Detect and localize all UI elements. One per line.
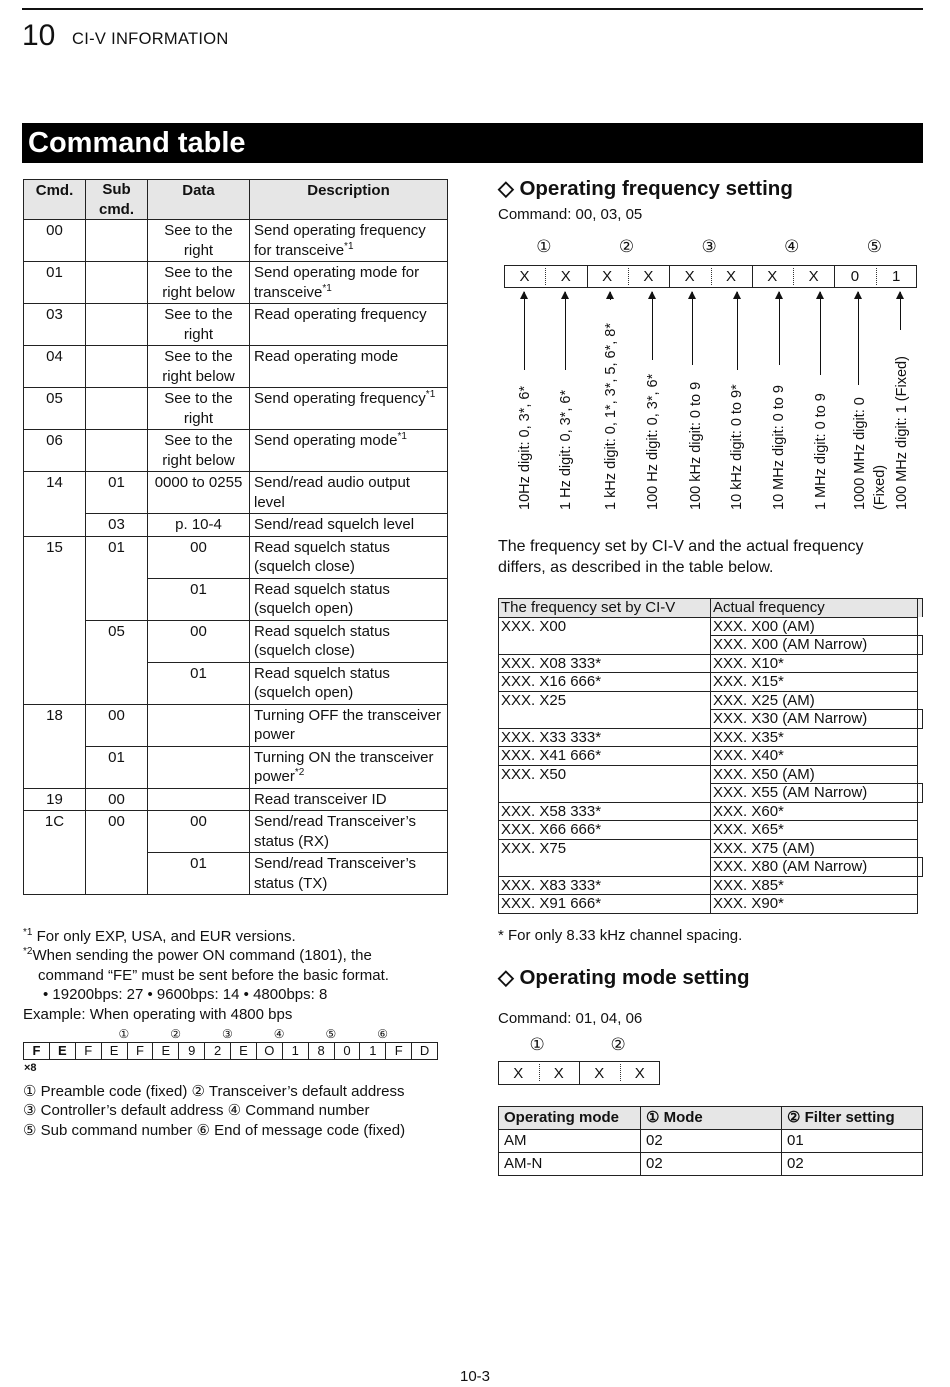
footnote-1: $^{*1}$ For only EXP, USA, and EUR versions. (23, 927, 296, 945)
preamble-byte: 1 (282, 1042, 309, 1060)
mode-setting-command: Command: 01, 04, 06 (498, 1010, 643, 1027)
col-description: Description (250, 180, 448, 220)
command-code: 19 (24, 788, 86, 811)
table-row (499, 839, 923, 858)
digit-label: 10Hz digit: 0, 3*, 6* (517, 385, 533, 510)
preamble-number: ① (118, 1027, 130, 1041)
preamble-number: ③ (222, 1027, 233, 1041)
freq-digit: X (643, 268, 654, 285)
digit-arrow (524, 292, 525, 370)
preamble-byte: F (75, 1042, 102, 1060)
digit-separator (579, 1061, 580, 1084)
byte-number: ③ (701, 237, 717, 256)
table-row (24, 853, 448, 895)
command-code (24, 746, 86, 788)
digit-separator (834, 265, 835, 288)
table-row (499, 673, 923, 692)
byte-number: ② (618, 237, 635, 256)
table-row (24, 620, 448, 662)
spacer (918, 710, 923, 729)
sub-command: 00 (86, 811, 148, 853)
spacer (918, 876, 923, 895)
table-row (499, 821, 923, 840)
set-frequency: XXX. X50 (499, 765, 711, 784)
set-frequency: XXX. X66 666* (499, 821, 711, 840)
preamble-byte: E (49, 1042, 76, 1060)
legend-line-3: ⑤ Sub command number ⑥ End of message code (fixed) (23, 1121, 406, 1139)
spacer (918, 858, 923, 877)
freq-description: The frequency set by CI-V and the actual frequency differs, as described in the table below. (498, 538, 864, 576)
footnote-2-line2: command “FE” must be sent before the basic format. (38, 966, 389, 984)
sub-command (86, 662, 148, 704)
digit-separator (793, 268, 794, 285)
freq-digit: 1 (892, 268, 901, 285)
set-frequency: XXX. X91 666* (499, 895, 711, 914)
freq-digit: X (767, 268, 778, 285)
sub-command: 03 (86, 514, 148, 537)
command-table-body (24, 220, 448, 895)
command-table (23, 179, 448, 895)
multiplier-label: ×8 (24, 1062, 37, 1074)
digit-separator (628, 268, 629, 285)
description: Read operating mode (250, 346, 448, 388)
command-table-header (24, 180, 448, 220)
description: Read operating frequency (250, 304, 448, 346)
data-value: 01 (148, 662, 250, 704)
table-row (499, 1153, 923, 1176)
col-cmd: Cmd. (24, 180, 86, 220)
description: Read squelch status (squelch open) (250, 662, 448, 704)
digit-label: 100 MHz digit: 1 (Fixed) (894, 356, 910, 510)
command-code: 04 (24, 346, 86, 388)
command-code (24, 578, 86, 620)
description: Read squelch status (squelch open) (250, 578, 448, 620)
mode-digit: X (634, 1065, 645, 1082)
command-code: 06 (24, 430, 86, 472)
sub-command (86, 262, 148, 304)
spacer (918, 673, 923, 692)
actual-frequency: XXX. X30 (AM Narrow) (711, 710, 918, 729)
sub-command: 05 (86, 620, 148, 662)
command-code: 1C (24, 811, 86, 853)
table-row (499, 654, 923, 673)
table-row (24, 578, 448, 620)
operating-mode: AM-N (499, 1153, 641, 1176)
preamble-byte: F (23, 1042, 50, 1060)
preamble-legend (23, 1082, 405, 1140)
actual-frequency: XXX. X80 (AM Narrow) (711, 858, 918, 877)
actual-frequency: XXX. X55 (AM Narrow) (711, 784, 918, 803)
frequency-table (498, 598, 923, 914)
command-code: 03 (24, 304, 86, 346)
baud-rate-list: • 19200bps: 27 • 9600bps: 14 • 4800bps: 8 (43, 986, 328, 1004)
preamble-byte: E (101, 1042, 128, 1060)
actual-frequency: XXX. X60* (711, 802, 918, 821)
table-row (24, 746, 448, 788)
filter-setting: 02 (782, 1153, 923, 1176)
legend-line-2: ③ Controller’s default address ④ Command number (23, 1102, 370, 1120)
sub-command (86, 388, 148, 430)
command-code (24, 620, 86, 662)
col-sub-cmd: Sub cmd. (86, 180, 148, 220)
digit-separator (620, 1064, 621, 1081)
description: Read squelch status (squelch close) (250, 620, 448, 662)
description: Send/read audio output level (250, 472, 448, 514)
data-value: See to the right below (148, 262, 250, 304)
description: Turning ON the transceiver power$^{*2}$ (250, 746, 448, 788)
set-frequency: XXX. X83 333* (499, 876, 711, 895)
mode-digit: X (594, 1065, 605, 1082)
description: Send/read Transceiver’s status (RX) (250, 811, 448, 853)
actual-frequency: XXX. X40* (711, 747, 918, 766)
page-footer: 10-3 (459, 1368, 491, 1385)
mode-digit: X (553, 1065, 564, 1082)
freq-digit: X (602, 268, 613, 285)
data-value: See to the right (148, 304, 250, 346)
mode-code: 02 (641, 1130, 782, 1153)
digit-label: 1 Hz digit: 0, 3*, 6* (558, 389, 574, 510)
freq-footnote: * For only 8.33 kHz channel spacing. (498, 927, 743, 944)
digit-arrow (565, 292, 566, 370)
set-frequency (499, 710, 711, 729)
digit-label: 1 MHz digit: 0 to 9 (813, 393, 829, 510)
description: Send operating frequency for transceive$^{*1}$ (250, 220, 448, 262)
mode-code: 02 (641, 1153, 782, 1176)
freq-col-actual: Actual frequency (711, 599, 918, 618)
digit-separator (669, 265, 670, 288)
preamble-byte: 1 (359, 1042, 386, 1060)
preamble-byte: D (411, 1042, 438, 1060)
preamble-number: ⑤ (325, 1027, 337, 1041)
preamble-byte: O (256, 1042, 283, 1060)
freq-header-fill (918, 599, 923, 618)
spacer (918, 617, 923, 636)
sub-command: 00 (86, 788, 148, 811)
table-row (499, 765, 923, 784)
command-code: 14 (24, 472, 86, 514)
set-frequency: XXX. X33 333* (499, 728, 711, 747)
freq-digit: 0 (850, 268, 860, 285)
actual-frequency: XXX. X10* (711, 654, 918, 673)
digit-label: 100 Hz digit: 0, 3*, 6* (645, 373, 661, 510)
sub-command: 01 (86, 472, 148, 514)
freq-setting-command: Command: 00, 03, 05 (498, 206, 643, 223)
data-value: 00 (148, 811, 250, 853)
table-row (24, 704, 448, 746)
byte-number: ② (610, 1035, 626, 1054)
sub-command: 01 (86, 746, 148, 788)
digit-arrow (692, 292, 693, 365)
data-value: 01 (148, 578, 250, 620)
command-code: 15 (24, 536, 86, 578)
digit-label: 10 kHz digit: 0 to 9* (729, 384, 745, 510)
sub-command (86, 304, 148, 346)
spacer (918, 747, 923, 766)
description: Send operating frequency$^{*1}$ (250, 388, 448, 430)
spacer (918, 765, 923, 784)
digit-separator (752, 265, 753, 288)
mode-table (498, 1106, 923, 1176)
spacer (918, 654, 923, 673)
freq-col-set: The frequency set by CI-V (499, 599, 711, 618)
table-row (24, 536, 448, 578)
sub-command (86, 430, 148, 472)
byte-number: ① (536, 237, 552, 256)
freq-digit: X (808, 268, 819, 285)
sub-command (86, 578, 148, 620)
footnotes (23, 927, 453, 1024)
sub-command (86, 853, 148, 895)
table-row (24, 304, 448, 346)
digit-arrow (900, 292, 901, 330)
preamble-byte: E (230, 1042, 257, 1060)
section-banner: Command table (22, 123, 923, 163)
table-row (24, 346, 448, 388)
set-frequency: XXX. X75 (499, 839, 711, 858)
data-value: 00 (148, 536, 250, 578)
digit-separator (587, 265, 588, 288)
command-code (24, 514, 86, 537)
actual-frequency: XXX. X00 (AM Narrow) (711, 636, 918, 655)
mode-setting-title: ◇ Operating mode setting (498, 966, 750, 989)
actual-frequency: XXX. X35* (711, 728, 918, 747)
table-row (24, 472, 448, 514)
table-row (24, 262, 448, 304)
command-code (24, 853, 86, 895)
digit-arrow (858, 292, 859, 385)
preamble-byte: F (385, 1042, 412, 1060)
digit-arrow (820, 292, 821, 375)
digit-label: (Fixed) (872, 464, 888, 510)
digit-arrow (737, 292, 738, 370)
table-row (24, 430, 448, 472)
actual-frequency: XXX. X00 (AM) (711, 617, 918, 636)
col-data: Data (148, 180, 250, 220)
frequency-table-body (499, 617, 923, 913)
spacer (918, 802, 923, 821)
set-frequency: XXX. X16 666* (499, 673, 711, 692)
spacer (918, 895, 923, 914)
table-row (499, 636, 923, 655)
freq-digit: X (725, 268, 736, 285)
command-code: 00 (24, 220, 86, 262)
table-row (24, 514, 448, 537)
actual-frequency: XXX. X90* (711, 895, 918, 914)
byte-number: ⑤ (866, 237, 882, 256)
table-row (499, 858, 923, 877)
command-code (24, 662, 86, 704)
set-frequency: XXX. X41 666* (499, 747, 711, 766)
preamble-byte: 9 (178, 1042, 205, 1060)
chapter-title: CI-V INFORMATION (72, 30, 229, 48)
mode-col-operating: Operating mode (499, 1107, 641, 1130)
table-row (499, 784, 923, 803)
digit-separator (539, 1064, 540, 1081)
data-value: See to the right below (148, 430, 250, 472)
sub-command (86, 346, 148, 388)
digit-label: 1 kHz digit: 0, 1*, 3*, 5, 6*, 8* (603, 323, 619, 510)
table-row (24, 220, 448, 262)
table-row (499, 895, 923, 914)
command-code: 01 (24, 262, 86, 304)
data-value: 0000 to 0255 (148, 472, 250, 514)
preamble-number: ⑥ (377, 1027, 389, 1041)
data-value: See to the right (148, 220, 250, 262)
byte-number: ① (529, 1035, 545, 1054)
spacer (918, 728, 923, 747)
spacer (918, 691, 923, 710)
table-row (24, 388, 448, 430)
preamble-byte: E (152, 1042, 179, 1060)
table-row (499, 728, 923, 747)
description: Send/read squelch level (250, 514, 448, 537)
digit-arrow (779, 292, 780, 365)
data-value: See to the right below (148, 346, 250, 388)
set-frequency: XXX. X00 (499, 617, 711, 636)
set-frequency (499, 784, 711, 803)
table-row (499, 710, 923, 729)
data-value (148, 746, 250, 788)
actual-frequency: XXX. X25 (AM) (711, 691, 918, 710)
set-frequency: XXX. X08 333* (499, 654, 711, 673)
data-value: See to the right (148, 388, 250, 430)
digit-label: 1000 MHz digit: 0 (852, 397, 868, 510)
preamble-number: ④ (273, 1027, 285, 1041)
data-value (148, 704, 250, 746)
freq-digit: X (684, 268, 695, 285)
spacer (918, 839, 923, 858)
table-row (24, 788, 448, 811)
top-rule (22, 8, 923, 10)
digit-arrow (610, 292, 611, 300)
description: Send/read Transceiver’s status (TX) (250, 853, 448, 895)
actual-frequency: XXX. X15* (711, 673, 918, 692)
mode-col-mode: ① Mode (641, 1107, 782, 1130)
description: Read transceiver ID (250, 788, 448, 811)
actual-frequency: XXX. X75 (AM) (711, 839, 918, 858)
table-row (24, 811, 448, 853)
description: Send operating mode$^{*1}$ (250, 430, 448, 472)
example-caption: Example: When operating with 4800 bps (23, 1005, 293, 1023)
byte-number: ④ (784, 237, 800, 256)
preamble-byte: 0 (334, 1042, 361, 1060)
description: Send operating mode for transceive$^{*1}$ (250, 262, 448, 304)
data-value: 00 (148, 620, 250, 662)
table-row (499, 802, 923, 821)
table-row (24, 662, 448, 704)
spacer (918, 784, 923, 803)
preamble-byte: 8 (308, 1042, 335, 1060)
mode-digit: X (513, 1065, 524, 1082)
table-row (499, 691, 923, 710)
preamble-number: ② (170, 1027, 182, 1041)
sub-command (86, 220, 148, 262)
set-frequency: XXX. X58 333* (499, 802, 711, 821)
table-row (499, 747, 923, 766)
data-value (148, 788, 250, 811)
table-row (499, 617, 923, 636)
digit-separator (876, 268, 877, 285)
digit-label: 100 kHz digit: 0 to 9 (688, 381, 704, 510)
digit-separator (711, 268, 712, 285)
spacer (918, 636, 923, 655)
set-frequency (499, 636, 711, 655)
digit-arrow (652, 292, 653, 360)
operating-mode: AM (499, 1130, 641, 1153)
command-code: 18 (24, 704, 86, 746)
digit-label: 10 MHz digit: 0 to 9 (771, 385, 787, 510)
set-frequency: XXX. X25 (499, 691, 711, 710)
legend-line-1: ① Preamble code (fixed) ② Transceiver’s default address (23, 1083, 405, 1100)
freq-digit: X (560, 268, 571, 285)
actual-frequency: XXX. X85* (711, 876, 918, 895)
table-row (499, 1130, 923, 1153)
freq-setting-title: ◇ Operating frequency setting (498, 177, 793, 200)
sub-command: 01 (86, 536, 148, 578)
description: Turning OFF the transceiver power (250, 704, 448, 746)
data-value: p. 10-4 (148, 514, 250, 537)
set-frequency (499, 858, 711, 877)
command-code: 05 (24, 388, 86, 430)
footnote-2: $^{*2}$When sending the power ON command (1801), the (23, 946, 372, 965)
mode-col-filter: ② Filter setting (782, 1107, 923, 1130)
preamble-byte: F (127, 1042, 154, 1060)
spacer (918, 821, 923, 840)
mode-table-body (499, 1130, 923, 1176)
preamble-byte: 2 (204, 1042, 231, 1060)
actual-frequency: XXX. X50 (AM) (711, 765, 918, 784)
data-value: 01 (148, 853, 250, 895)
actual-frequency: XXX. X65* (711, 821, 918, 840)
digit-separator (545, 268, 546, 285)
freq-digit: X (519, 268, 530, 285)
sub-command: 00 (86, 704, 148, 746)
page-number: 10 (22, 19, 56, 52)
description: Read squelch status (squelch close) (250, 536, 448, 578)
filter-setting: 01 (782, 1130, 923, 1153)
table-row (499, 876, 923, 895)
